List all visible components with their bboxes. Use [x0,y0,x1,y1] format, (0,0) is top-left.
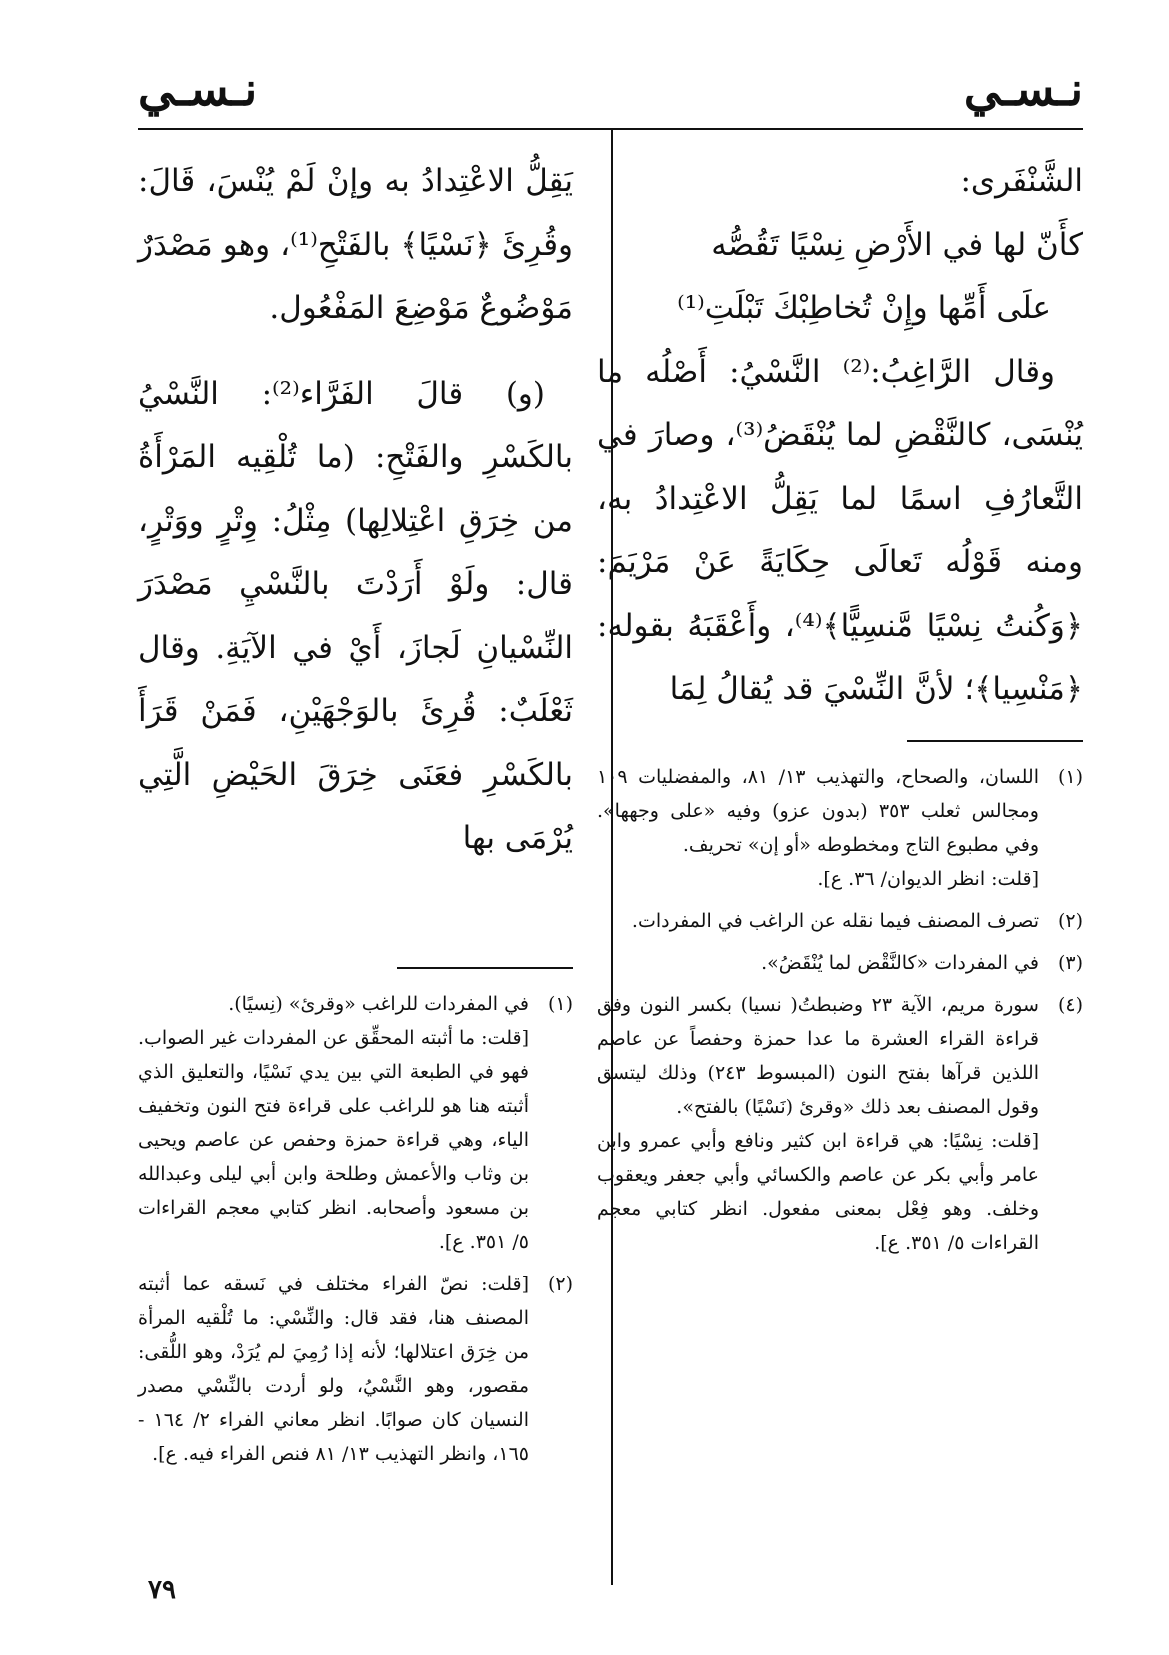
left-column-body [138,150,573,871]
page-number: ٧٩ [148,1575,176,1605]
footnote [138,987,573,1259]
footnote-paragraph: [قلت: نِسْيًا: هي قراءة ابن كثير ونافع وأبي عمرو وابن عامر وأبي بكر عن عاصم والكسائي وأبي جعفر ويعقوب وخلف. وهو فِعْل بمعنى مفعول. انظر كتابي معجم القراءات ٥/ ٣٥١. ع]. [597,1129,1040,1254]
body-paragraph: وقال الرَّاغِبُ:⁽²⁾ النَّسْيُ: أَصْلُه ما يُنْسَى، كالنَّقْضِ لما يُنْقَضُ⁽³⁾، وصارَ في التَّعارُفِ اسمًا لما يَقِلُّ الاعْتِدادُ به، ومنه قَوْلُه تَعالَى حِكَايَةً عَنْ مَرْيَمَ: ﴿وَكُنتُ نِسْيًا مَّنسِيًّا﴾⁽⁴⁾، وأَعْقَبَهُ بقوله: ﴿مَنْسِيا﴾؛ لأنَّ النِّسْيَ قد يُقالُ لِمَا [597,353,1083,707]
footnote-paragraph: سورة مريم، الآية ٢٣ وضبطتُ( نسيا) بكسر النون وفق قراءة القراء العشرة ما عدا حمزة وحفصاً عن عاصم اللذين قرآها بفتح النون (المبسوط ٢٤٣) وذلك ليتسق وقول المصنف بعد ذلك «وقرئ (نَسْيًا) بالفتح». [597,993,1039,1118]
footnote-paragraph: اللسان، والصحاح، والتهذيب ١٣/ ٨١، والمفضليات ١٠٩ ومجالس ثعلب ٣٥٣ (بدون عزو) وفيه «على وجهها». وفي مطبوع التاج ومخطوطه «أو إن» تحريف. [597,765,1039,856]
footnote-number: (٣) [1057,951,1083,974]
body-paragraph: يَقِلُّ الاعْتِدادُ به وإنْ لَمْ يُنْسَ، قَالَ: وقُرِئَ ﴿نَسْيًا﴾ بالفَتْحِ⁽¹⁾، وهو مَصْدَرٌ مَوْضُوعٌ مَوْضِعَ المَفْعُول. [138,163,573,326]
footnote-text [597,760,1039,896]
footnote-paragraph: تصرف المصنف فيما نقله عن الراغب في المفردات. [631,909,1039,932]
footnote-text [597,988,1039,1260]
body-line: الشَّنْفَرى: [960,163,1083,199]
footnote [597,988,1083,1260]
footnote-text [138,987,529,1259]
footnote-text [597,946,1039,980]
footnote-paragraph: [قلت: نصّ الفراء مختلف في نَسقه عما أثبته المصنف هنا، فقد قال: والنِّسْي: ما تُلْقيه المرأة من خِرَق اعتلالها؛ لأنه إذا رُمِيَ لم يُرَدْ، وهو اللُّقى: مقصور، وهو النَّسْيُ، ولو أردت بالنِّسْي مصدر النسيان كان صوابًا. انظر معاني الفراء ٢/ ١٦٤ - ١٦٥، وانظر التهذيب ١٣/ ٨١ فنص الفراء فيه. ع]. [138,1272,529,1465]
footnote [138,1267,573,1471]
footnote-rule [397,967,573,969]
body-paragraph: (و) قالَ الفَرَّاء⁽²⁾: النَّسْيُ بالكَسْرِ والفَتْحِ: (ما تُلْقِيه المَرْأَةُ من خِرَقِ اعْتِلالِها) مِثْلُ: وِتْرٍ ووَتْرٍ، قال: ولَوْ أَرَدْتَ بالنَّسْيِ مَصْدَرَ النِّسْيانِ لَجازَ، أَيْ في الآيَةِ. وقال ثَعْلَبٌ: قُرِئَ بالوَجْهَيْنِ، فَمَنْ قَرَأَ بالكَسْرِ فعَنَى خِرَقَ الحَيْضِ الَّتِي يُرْمَى بها [138,375,573,856]
running-header-right: نـسـي [963,62,1083,116]
right-column-body [597,150,1083,722]
footnote-number: (٢) [1057,909,1083,932]
footnote [597,904,1083,938]
running-header-left: نـسـي [138,62,258,116]
right-footnotes [597,760,1083,1260]
footnote-number: (١) [1057,765,1083,788]
footnote-paragraph: [قلت: ما أثبته المحقِّق عن المفردات غير الصواب. فهو في الطبعة التي بين يدي نَسْيًا، والتعليق الذي أثبته هنا هو للراغب على قراءة فتح النون وتخفيف الياء، وهي قراءة حمزة وحفص عن عاصم ويحيى بن وثاب والأعمش وطلحة وابن أبي ليلى وعبدالله بن مسعود وأصحابه. انظر كتابي معجم القراءات ٥/ ٣٥١. ع]. [138,1026,529,1253]
poem-verse-1: كأَنّ لها في الأَرْضِ نِسْيًا تَقُصُّه [711,226,1083,263]
right-column [597,150,1083,1268]
footnote-paragraph: في المفردات «كالنَّقْض لما يُنْقَضُ». [761,951,1039,974]
footnote [597,946,1083,980]
left-footnotes [138,987,573,1471]
footnote-rule [907,740,1083,742]
footnote-number: (١) [547,992,573,1015]
poem-verse-2: علَى أَمِّها وإِنْ تُخاطِبْكَ تَبْلَتِ⁽¹⁾ [677,290,1051,326]
footnote-number: (٢) [547,1272,573,1295]
left-column [138,150,573,1479]
footnote-paragraph: في المفردات للراغب «وقرئ» (نِسيًا). [228,992,529,1015]
footnote-paragraph: [قلت: انظر الديوان/ ٣٦. ع]. [817,867,1039,890]
footnote-number: (٤) [1057,993,1083,1016]
footnote-text [597,904,1039,938]
footnote [597,760,1083,896]
footnote-text [138,1267,529,1471]
